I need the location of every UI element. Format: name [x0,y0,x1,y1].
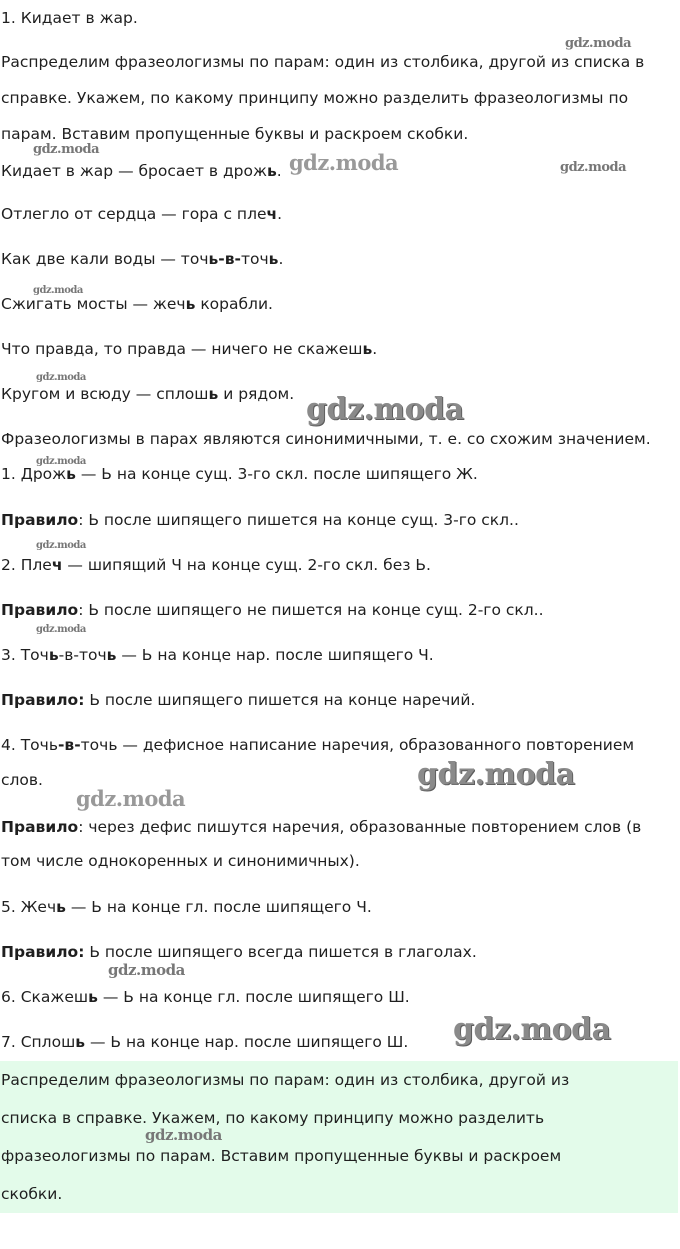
rule-1: Правило: Ь после шипящего пишется на конце сущ. 3-го скл.. [1,511,519,529]
watermark: gdz.moda [289,150,399,175]
rule-3: Правило: Ь после шипящего пишется на конце наречий. [1,691,476,709]
watermark: gdz.moda [565,36,632,51]
watermark: gdz.moda [108,961,185,979]
item-5: 5. Жечь — Ь на конце гл. после шипящего Ч. [1,898,372,916]
watermark: gdz.moda [306,392,464,427]
pair-line: Кругом и всюду — сплошь и рядом. [1,385,295,403]
watermark: gdz.moda [36,540,86,551]
watermark: gdz.moda [33,142,100,157]
pair-line: Как две кали воды — точь-в-точь. [1,250,284,268]
note-line: Распределим фразеологизмы по парам: один из столбика, другой из [1,1071,570,1089]
watermark: gdz.moda [36,456,86,467]
watermark: gdz.moda [36,372,86,383]
intro-line: Распределим фразеологизмы по парам: один из столбика, другой из списка в [1,53,645,71]
conclusion: Фразеологизмы в парах являются синонимичными, т. е. со схожим значением. [1,430,651,448]
rule-4: Правило: через дефис пишутся наречия, образованные повторением слов (в [1,818,642,836]
item-4-cont: слов. [1,771,43,789]
pair-line: Кидает в жар — бросает в дрожь. [1,162,282,180]
item-2: 2. Плеч — шипящий Ч на конце сущ. 2-го скл. без Ь. [1,556,431,574]
intro-line: парам. Вставим пропущенные буквы и раскроем скобки. [1,125,469,143]
watermark: gdz.moda [417,757,575,792]
watermark: gdz.moda [76,786,186,811]
watermark: gdz.moda [145,1126,222,1144]
watermark: gdz.moda [36,624,86,635]
note-line: фразеологизмы по парам. Вставим пропущенные буквы и раскроем [1,1147,562,1165]
intro-line: справке. Укажем, по какому принципу можно разделить фразеологизмы по [1,89,629,107]
watermark: gdz.moda [453,1012,611,1047]
item-3: 3. Точь-в-точь — Ь на конце нар. после шипящего Ч. [1,646,434,664]
note-line: списка в справке. Укажем, по какому принципу можно разделить [1,1109,545,1127]
watermark: gdz.moda [560,160,627,175]
pair-line: Отлегло от сердца — гора с плеч. [1,205,283,223]
watermark: gdz.moda [33,285,83,296]
rule-4-cont: том числе однокоренных и синонимичных). [1,852,360,870]
rule-2: Правило: Ь после шипящего не пишется на конце сущ. 2-го скл.. [1,601,544,619]
task-title: 1. Кидает в жар. [1,9,138,27]
rule-5: Правило: Ь после шипящего всегда пишется в глаголах. [1,943,477,961]
item-1: 1. Дрожь — Ь на конце сущ. 3-го скл. после шипящего Ж. [1,465,478,483]
item-6: 6. Скажешь — Ь на конце гл. после шипящего Ш. [1,988,410,1006]
item-7: 7. Сплошь — Ь на конце нар. после шипящего Ш. [1,1033,409,1051]
pair-line: Сжигать мосты — жечь корабли. [1,295,273,313]
note-line: скобки. [1,1185,63,1203]
item-4: 4. Точь-в-точь — дефисное написание наречия, образованного повторением [1,736,635,754]
pair-line: Что правда, то правда — ничего не скажешь. [1,340,378,358]
